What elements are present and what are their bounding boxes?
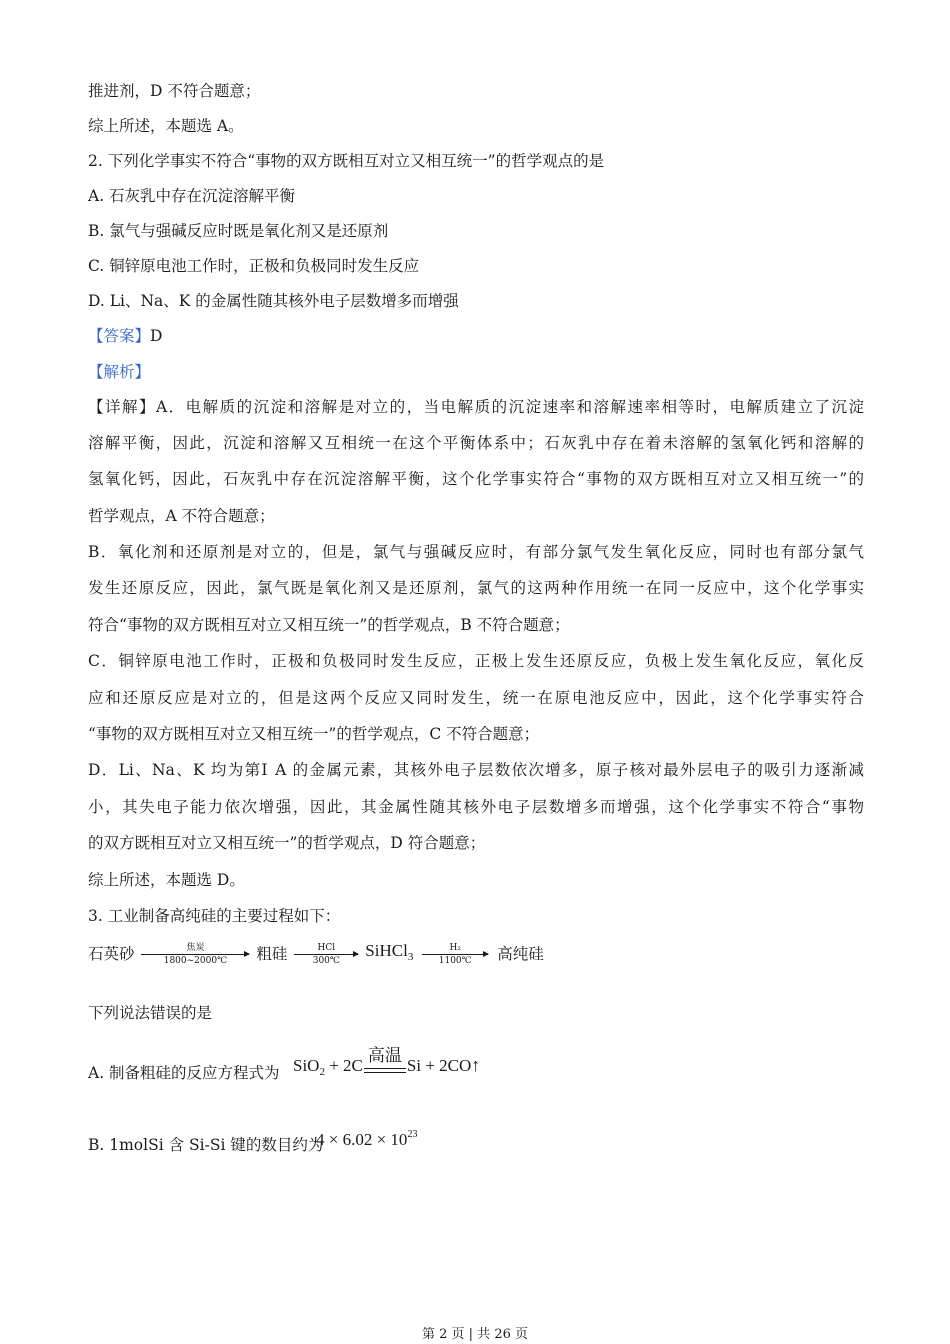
analysis-tag: 【解析】 bbox=[88, 363, 151, 381]
page-footer: 第 2 页 | 共 26 页 bbox=[422, 1327, 528, 1342]
arrow-condition-bottom: 1100℃ bbox=[438, 955, 472, 966]
arrow-icon bbox=[294, 943, 358, 966]
question-2-option-b: B. 氯气与强碱反应时既是氧化剂又是还原剂 bbox=[88, 222, 389, 240]
analysis-text: D．Li、Na、K 均为第Ⅰ A 的金属元素，其核外电子层数依次增多，原子核对最外层电子的吸引力逐渐减 bbox=[88, 761, 864, 779]
analysis-text: 【详解】A．电解质的沉淀和溶解是对立的，当电解质的沉淀速率和溶解速率相等时，电解质建立了沉淀 bbox=[88, 398, 864, 416]
answer-value: D bbox=[150, 327, 163, 345]
answer-tag: 【答案】 bbox=[88, 327, 151, 345]
question-2-option-a: A. 石灰乳中存在沉淀溶解平衡 bbox=[88, 187, 296, 205]
analysis-text: “事物的双方既相互对立又相互统一”的哲学观点，C 不符合题意； bbox=[88, 725, 540, 743]
flow-step: 高纯硅 bbox=[497, 945, 544, 963]
question-2-option-d: D. Li、Na、K 的金属性随其核外电子层数增多而增强 bbox=[88, 292, 459, 310]
analysis-text: B．氧化剂和还原剂是对立的，但是，氯气与强碱反应时，有部分氯气发生氧化反应，同时也有部分氯气 bbox=[88, 543, 864, 561]
equation: SiO$_2$ + 2C 高温 Si + 2CO↑ bbox=[293, 1046, 481, 1078]
arrow-condition-bottom: 1800~2000℃ bbox=[163, 955, 228, 966]
arrow-condition-top: 焦炭 bbox=[186, 942, 205, 953]
analysis-text: C．铜锌原电池工作时，正极和负极同时发生反应，正极上发生还原反应，负极上发生氧化反应，氧化反 bbox=[88, 652, 864, 670]
analysis-text: 应和还原反应是对立的，但是这两个反应又同时发生，统一在原电池反应中，因此，这个化学事实符合 bbox=[88, 689, 864, 707]
text-line: 推进剂，D 不符合题意； bbox=[88, 82, 261, 100]
answer-line bbox=[88, 325, 864, 347]
question-2-option-c: C. 铜锌原电池工作时，正极和负极同时发生反应 bbox=[88, 257, 420, 275]
gas-arrow-icon: ↑ bbox=[471, 1055, 481, 1075]
analysis-text: 哲学观点，A 不符合题意； bbox=[88, 507, 275, 525]
analysis-text: 氢氧化钙，因此，石灰乳中存在沉淀溶解平衡，这个化学事实符合“事物的双方既相互对立又相互统一”的 bbox=[88, 470, 864, 488]
arrow-condition-top: H₂ bbox=[449, 942, 461, 953]
question-3-stem: 3. 工业制备高纯硅的主要过程如下： bbox=[88, 907, 341, 925]
reaction-condition: 高温 bbox=[364, 1067, 406, 1073]
analysis-text: 符合“事物的双方既相互对立又相互统一”的哲学观点，B 不符合题意； bbox=[88, 616, 570, 634]
question-2-stem: 2. 下列化学事实不符合“事物的双方既相互对立又相互统一”的哲学观点的是 bbox=[88, 152, 605, 170]
flow-step: SiHCl$_3$ bbox=[365, 941, 414, 963]
option-text: A. 制备粗硅的反应方程式为 bbox=[88, 1064, 280, 1082]
flow-step: 石英砂 bbox=[88, 945, 135, 963]
question-3-option-a bbox=[88, 1034, 864, 1084]
analysis-text: 溶解平衡，因此，沉淀和溶解又互相统一在这个平衡体系中；石灰乳中存在着未溶解的氢氧化钙和溶解的 bbox=[88, 434, 864, 452]
analysis-text: 发生还原反应，因此，氯气既是氧化剂又是还原剂，氯气的这两种作用统一在同一反应中，这个化学事实 bbox=[88, 579, 864, 597]
equation: $4 \times 6.02 \times 10^{23}$ bbox=[316, 1129, 418, 1149]
analysis-text: 综上所述，本题选 D。 bbox=[88, 871, 245, 889]
text-line: 综上所述，本题选 A。 bbox=[88, 117, 244, 135]
question-3-option-b bbox=[88, 1122, 864, 1158]
arrow-icon bbox=[141, 943, 249, 966]
process-flow bbox=[88, 940, 864, 976]
flow-step: 粗硅 bbox=[256, 945, 288, 963]
analysis-text: 小，其失电子能力依次增强，因此，其金属性随其核外电子层数增多而增强，这个化学事实不符合“事物 bbox=[88, 798, 864, 816]
question-3-prompt: 下列说法错误的是 bbox=[88, 1004, 213, 1022]
arrow-condition-top: HCl bbox=[317, 942, 336, 953]
arrow-icon bbox=[422, 943, 488, 966]
arrow-condition-bottom: 300℃ bbox=[312, 955, 340, 966]
analysis-text: 的双方既相互对立又相互统一”的哲学观点，D 符合题意； bbox=[88, 834, 486, 852]
option-text: B. 1molSi 含 Si-Si 键的数目约为 bbox=[88, 1136, 324, 1154]
